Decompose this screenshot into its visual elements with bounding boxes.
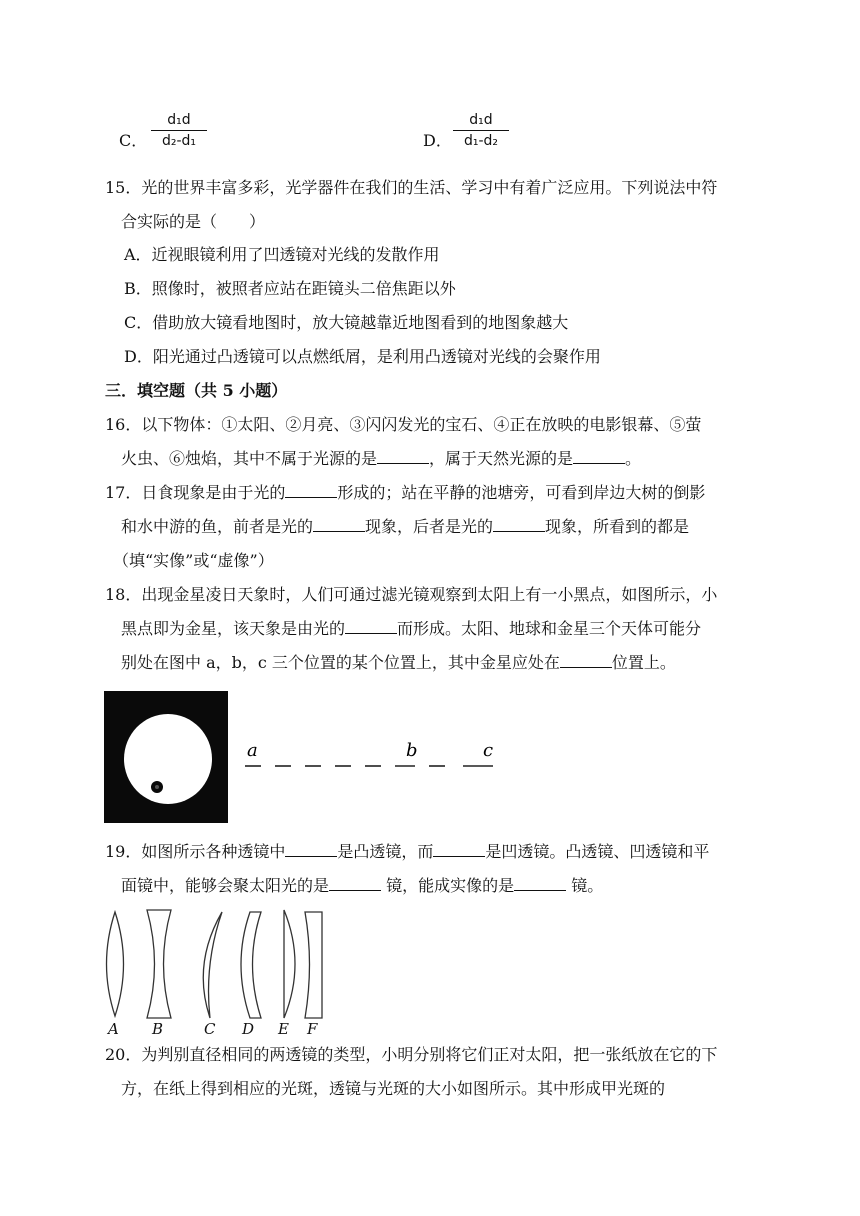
fraction: [453, 112, 509, 149]
option-letter: C．: [119, 131, 148, 150]
q18-text: 别处在图中 a，b，c 三个位置的某个位置上，其中金星应处在: [121, 653, 560, 672]
q19-line1: [105, 842, 709, 862]
lens-e-plano-convex: [284, 910, 295, 1018]
sun-transit-figure: [104, 691, 228, 823]
answer-blank[interactable]: [345, 619, 397, 634]
position-line-figure: [243, 736, 503, 776]
q19-text: 镜。: [566, 876, 604, 895]
q16-line2: [121, 449, 641, 469]
lens-figure: [100, 904, 340, 1038]
answer-blank[interactable]: [377, 449, 429, 464]
lens-d-meniscus-concave: [241, 912, 261, 1018]
q20-line1: 20．为判别直径相同的两透镜的类型，小明分别将它们正对太阳，把一张纸放在它的下: [105, 1045, 718, 1064]
fraction: [151, 112, 207, 149]
answer-blank[interactable]: [285, 842, 337, 857]
q18-line3: [121, 653, 676, 673]
q19-text: 镜，能成实像的是: [381, 876, 515, 895]
lens-a-biconvex: [107, 912, 124, 1016]
q17-text: 17．日食现象是由于光的: [105, 483, 286, 502]
venus-dot-highlight: [155, 785, 159, 789]
fraction-numerator: d₁d: [469, 112, 493, 128]
q20-line2: 方，在纸上得到相应的光斑，透镜与光斑的大小如图所示。其中形成甲光斑的: [121, 1079, 666, 1098]
q17-text: 现象，所看到的都是: [545, 517, 690, 536]
answer-blank[interactable]: [573, 449, 625, 464]
q18-line2: [121, 619, 701, 639]
q15-option-c: C．借助放大镜看地图时，放大镜越靠近地图看到的地图象越大: [124, 313, 569, 332]
option-letter: D．: [423, 131, 452, 150]
q17-text: 现象，后者是光的: [365, 517, 494, 536]
lens-label-d: D: [242, 1020, 255, 1038]
answer-blank[interactable]: [329, 876, 381, 891]
q17-line3: （填“实像”或“虚像”）: [113, 551, 274, 570]
answer-blank[interactable]: [514, 876, 566, 891]
lens-label-a: A: [108, 1020, 119, 1038]
fraction-denominator: d₂-d₁: [161, 133, 197, 149]
answer-blank[interactable]: [560, 653, 612, 668]
q17-text: 和水中游的鱼，前者是光的: [121, 517, 314, 536]
lens-label-f: F: [307, 1020, 318, 1038]
position-label-a: a: [247, 740, 258, 761]
position-label-c: c: [483, 740, 494, 761]
fraction-bar: [151, 130, 207, 131]
lens-label-e: E: [278, 1020, 289, 1038]
q16-text: 火虫、⑥烛焰，其中不属于光源的是: [121, 449, 378, 468]
q15-option-b: B．照像时，被照者应站在距镜头二倍焦距以外: [124, 279, 456, 298]
fraction-numerator: d₁d: [167, 112, 191, 128]
q18-text: 位置上。: [611, 653, 676, 672]
lens-b-biconcave: [147, 910, 171, 1018]
q19-line2: [121, 876, 603, 896]
q16-text: ，属于天然光源的是: [429, 449, 574, 468]
q19-text: 是凹透镜。凸透镜、凹透镜和平: [485, 842, 710, 861]
q18-text: 黑点即为金星，该天象是由光的: [121, 619, 346, 638]
q19-text: 面镜中，能够会聚太阳光的是: [121, 876, 330, 895]
position-label-b: b: [406, 740, 418, 761]
q19-text: 是凸透镜，而: [337, 842, 434, 861]
q15-option-d: D．阳光通过凸透镜可以点燃纸屑，是利用凸透镜对光线的会聚作用: [124, 347, 601, 366]
answer-blank[interactable]: [493, 517, 545, 532]
q15-line2: 合实际的是（ ）: [121, 212, 266, 231]
q17-line2: [121, 517, 689, 537]
lens-label-c: C: [204, 1020, 216, 1038]
lens-f-plano-concave: [305, 912, 322, 1018]
answer-blank[interactable]: [433, 842, 485, 857]
answer-blank[interactable]: [285, 483, 337, 498]
q16-text: 。: [625, 449, 642, 468]
q18-text: 而形成。太阳、地球和金星三个天体可能分: [397, 619, 702, 638]
fraction-bar: [453, 130, 509, 131]
q17-text: 形成的；站在平静的池塘旁，可看到岸边大树的倒影: [337, 483, 706, 502]
q15-line1: 15．光的世界丰富多彩，光学器件在我们的生活、学习中有着广泛应用。下列说法中符: [105, 178, 718, 197]
q17-line1: [105, 483, 705, 503]
sun-disk: [124, 714, 212, 804]
q15-option-a: A．近视眼镜利用了凹透镜对光线的发散作用: [124, 245, 440, 264]
fraction-denominator: d₁-d₂: [463, 133, 499, 149]
section-title: 三．填空题（共 5 小题）: [105, 381, 288, 400]
answer-blank[interactable]: [313, 517, 365, 532]
lens-c-meniscus-convex: [203, 912, 222, 1018]
q19-text: 19．如图所示各种透镜中: [105, 842, 286, 861]
q18-line1: 18．出现金星凌日天象时，人们可通过滤光镜观察到太阳上有一小黑点，如图所示，小: [105, 585, 718, 604]
lens-label-b: B: [152, 1020, 164, 1038]
q16-line1: 16．以下物体：①太阳、②月亮、③闪闪发光的宝石、④正在放映的电影银幕、⑤萤: [105, 415, 702, 434]
